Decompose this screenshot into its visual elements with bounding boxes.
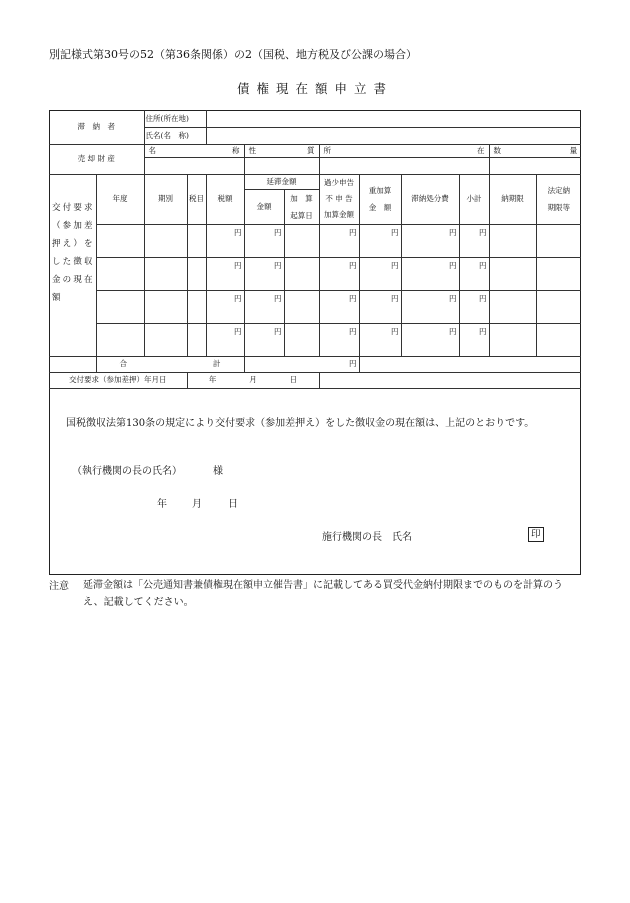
claim-year-field[interactable]: [96, 323, 144, 356]
claim-heavy-field[interactable]: 円: [359, 224, 401, 257]
col-legal-due: 法定納 期限等: [536, 174, 581, 224]
claim-late-amount-field[interactable]: 円: [244, 257, 284, 290]
name-label: 氏名(名 称): [144, 127, 206, 144]
total-label: 合 計: [96, 356, 244, 372]
claim-late-amount-field[interactable]: 円: [244, 323, 284, 356]
col-late-amount: 金額: [244, 189, 284, 224]
claim-tax-amount-field[interactable]: 円: [206, 257, 244, 290]
official-name-label: 施行機関の長 氏名: [322, 532, 412, 543]
property-name-field[interactable]: [144, 157, 244, 174]
claim-tax-item-field[interactable]: [187, 323, 206, 356]
property-location-field[interactable]: [319, 157, 489, 174]
property-location-header: 所 在: [319, 144, 489, 157]
claim-underreport-field[interactable]: 円: [319, 290, 359, 323]
claim-late-start-field[interactable]: [284, 290, 319, 323]
executor-name-label: （執行機関の長の氏名）: [72, 466, 182, 477]
claim-period-field[interactable]: [144, 323, 187, 356]
claim-legal-due-field[interactable]: [536, 257, 581, 290]
claim-legal-due-field[interactable]: [536, 323, 581, 356]
property-quantity-header: 数 量: [489, 144, 581, 157]
taxpayer-label: 滞 納 者: [49, 110, 144, 144]
address-field[interactable]: [206, 110, 581, 127]
claim-period-field[interactable]: [144, 290, 187, 323]
property-name-header: 名 称: [144, 144, 244, 157]
claim-year-field[interactable]: [96, 290, 144, 323]
claim-legal-due-field[interactable]: [536, 224, 581, 257]
claims-row-label: 交付要求（参加差押え）をした徴収金の現在額: [49, 174, 96, 356]
claim-tax-amount-field[interactable]: 円: [206, 290, 244, 323]
request-date-label: 交付要求（参加差押）年月日: [49, 372, 187, 388]
address-label: 住所(所在地): [144, 110, 206, 127]
claims-table: [49, 110, 581, 389]
claim-heavy-field[interactable]: 円: [359, 323, 401, 356]
claim-row: [49, 224, 581, 257]
claim-underreport-field[interactable]: 円: [319, 257, 359, 290]
seal-mark: 印: [528, 527, 544, 542]
claim-year-field[interactable]: [96, 224, 144, 257]
property-label: 売 却 財 産: [49, 144, 144, 174]
date-year: 年: [157, 499, 167, 510]
claim-tax-amount-field[interactable]: 円: [206, 224, 244, 257]
claim-disposition-field[interactable]: 円: [401, 290, 459, 323]
claim-due-date-field[interactable]: [489, 290, 536, 323]
request-date-field[interactable]: 年 月 日: [187, 372, 319, 388]
claim-tax-amount-field[interactable]: 円: [206, 323, 244, 356]
col-late-start: 加 算 起算日: [284, 189, 319, 224]
col-subtotal: 小計: [459, 174, 489, 224]
claim-late-start-field[interactable]: [284, 224, 319, 257]
property-nature-field[interactable]: [244, 157, 319, 174]
claim-year-field[interactable]: [96, 257, 144, 290]
col-tax-item: 税目: [187, 174, 206, 224]
date-day: 日: [228, 499, 238, 510]
claim-period-field[interactable]: [144, 257, 187, 290]
col-year: 年度: [96, 174, 144, 224]
claim-disposition-field[interactable]: 円: [401, 224, 459, 257]
request-date-blank: [319, 372, 581, 388]
claim-row: [49, 257, 581, 290]
claim-due-date-field[interactable]: [489, 323, 536, 356]
property-quantity-field[interactable]: [489, 157, 581, 174]
document-title: 債権現在額申立書: [236, 81, 393, 96]
claim-underreport-field[interactable]: 円: [319, 224, 359, 257]
claim-row: [49, 290, 581, 323]
claim-underreport-field[interactable]: 円: [319, 323, 359, 356]
claim-tax-item-field[interactable]: [187, 290, 206, 323]
claim-tax-item-field[interactable]: [187, 224, 206, 257]
executor-honorific: 様: [213, 466, 223, 477]
form-label: 別記様式第30号の52（第36条関係）の2（国税、地方税及び公課の場合）: [49, 48, 417, 61]
claim-late-start-field[interactable]: [284, 257, 319, 290]
total-left-blank: [49, 356, 96, 372]
col-late-fee: 延滞金額: [244, 174, 319, 189]
claim-subtotal-field[interactable]: 円: [459, 323, 489, 356]
claim-heavy-field[interactable]: 円: [359, 257, 401, 290]
claim-subtotal-field[interactable]: 円: [459, 224, 489, 257]
property-header-row: [49, 144, 581, 157]
claim-late-amount-field[interactable]: 円: [244, 290, 284, 323]
claim-disposition-field[interactable]: 円: [401, 257, 459, 290]
col-period: 期別: [144, 174, 187, 224]
note-text: 延滞金額は「公売通知書兼債権現在額申立催告書」に記載してある買受代金納付期限までのものを計算のうえ、記載してください。: [83, 580, 563, 608]
statement-text: 国税徴収法第130条の規定により交付要求（参加差押え）をした徴収金の現在額は、上記のとおりです。: [66, 418, 535, 429]
claim-due-date-field[interactable]: [489, 224, 536, 257]
claim-due-date-field[interactable]: [489, 257, 536, 290]
col-tax-amount: 税額: [206, 174, 244, 224]
total-blank: [359, 356, 581, 372]
col-heavy: 重加算 金 額: [359, 174, 401, 224]
claim-heavy-field[interactable]: 円: [359, 290, 401, 323]
name-field[interactable]: [206, 127, 581, 144]
claim-subtotal-field[interactable]: 円: [459, 290, 489, 323]
claim-disposition-field[interactable]: 円: [401, 323, 459, 356]
total-row: [49, 356, 581, 372]
col-disposition-cost: 滞納処分費: [401, 174, 459, 224]
col-due-date: 納期限: [489, 174, 536, 224]
taxpayer-row: [49, 110, 581, 127]
claim-late-start-field[interactable]: [284, 323, 319, 356]
property-nature-header: 性 質: [244, 144, 319, 157]
claims-header-row: [49, 174, 581, 189]
claim-legal-due-field[interactable]: [536, 290, 581, 323]
claim-row: [49, 323, 581, 356]
date-month: 月: [192, 499, 202, 510]
col-underreport: 過少申告 不 申 告 加算金額: [319, 174, 359, 224]
total-amount-field[interactable]: 円: [244, 356, 359, 372]
note-label: 注意: [49, 581, 69, 592]
claim-late-amount-field[interactable]: 円: [244, 224, 284, 257]
claim-period-field[interactable]: [144, 224, 187, 257]
request-date-row: [49, 372, 581, 388]
claim-tax-item-field[interactable]: [187, 257, 206, 290]
claim-subtotal-field[interactable]: 円: [459, 257, 489, 290]
